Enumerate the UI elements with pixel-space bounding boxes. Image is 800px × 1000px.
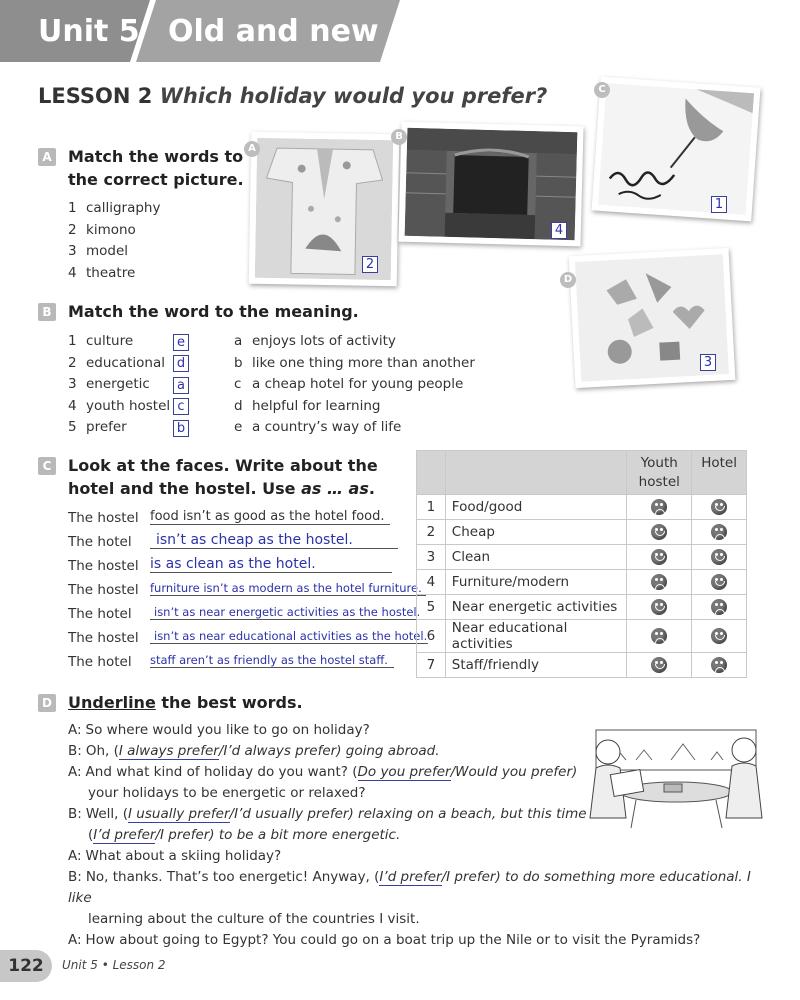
answer-box[interactable]: d [173,355,189,372]
lesson-label: LESSON 2 [38,84,153,108]
picture-b-answer[interactable]: 4 [551,222,567,239]
picture-a-label: A [244,141,260,157]
dialogue-line: (I’d prefer/I prefer) to be a bit more energetic. [88,827,401,843]
happy-face-icon [651,524,667,540]
picture-d-label: D [560,272,576,288]
sentence-row: The hostel food isn’t as good as the hotel food. [68,508,408,532]
answer-field[interactable]: furniture isn’t as modern as the hotel furniture. [150,581,426,596]
picture-a-answer[interactable]: 2 [362,256,378,273]
sad-face-icon [711,524,727,540]
table-row [417,620,747,653]
footer-reference: Unit 5 • Lesson 2 [62,958,166,972]
picture-b-label: B [391,129,407,145]
list-item: 1 calligraphy [68,200,161,216]
underlined-choice[interactable]: I always prefer [118,743,219,759]
sad-face-icon [651,574,667,590]
section-c-title-line2: hotel and the hostel. Use as … as. [68,479,375,498]
row-label: Near energetic activities [445,595,627,620]
row-number: 1 [417,495,446,520]
answer-box[interactable]: e [173,334,189,351]
page-number: 122 [0,950,52,982]
dialogue-line: A: So where would you like to go on holiday? [68,722,370,738]
table-row [417,545,747,570]
section-a-title-line1: Match the words to [68,147,244,166]
dialogue-line: A: And what kind of holiday do you want? (Do you prefer/Would you prefer) [68,764,578,780]
col-hotel: Hotel [692,451,747,495]
underlined-choice[interactable]: I usually prefer [128,806,230,822]
table-row [417,495,747,520]
dialogue-line: B: Well, (I usually prefer/I’d usually prefer) relaxing on a beach, but this time [68,806,587,822]
answer-box[interactable]: c [173,398,189,415]
list-item: d helpful for learning [234,397,381,414]
answer-field[interactable]: food isn’t as good as the hotel food. [150,509,390,525]
section-c-title-line1: Look at the faces. Write about the [68,456,378,475]
lesson-heading [38,84,547,108]
table-row [417,570,747,595]
happy-face-icon [651,599,667,615]
answer-box[interactable]: a [173,377,189,394]
faces-table [416,450,747,678]
row-number: 2 [417,520,446,545]
section-c-badge: C [38,457,56,475]
list-item: 3 energetic [68,376,150,392]
table-body [417,495,747,678]
answer-field[interactable]: isn’t as near educational activities as the hotel. [150,629,428,644]
happy-face-icon [651,657,667,673]
happy-face-icon [651,549,667,565]
section-d-title: Underline the best words. [68,693,303,712]
section-d-badge: D [38,694,56,712]
row-number: 4 [417,570,446,595]
row-number: 7 [417,653,446,678]
underlined-choice[interactable]: Do you prefer [357,764,451,780]
section-c-title [68,454,378,500]
section-a-badge: A [38,148,56,166]
sentence-row: The hostel furniture isn’t as modern as the hotel furniture. [68,580,408,604]
row-label: Furniture/modern [445,570,627,595]
table-row [417,520,747,545]
lesson-title: Which holiday would you prefer? [159,84,548,108]
dialogue-line: learning about the culture of the countries I visit. [88,911,420,927]
dialogue-line: B: No, thanks. That’s too energetic! Anyway, (I’d prefer/I prefer) to do something more educational. I like [68,869,751,906]
row-label: Staff/friendly [445,653,627,678]
dialogue-line: A: What about a skiing holiday? [68,848,282,864]
answer-field[interactable]: staff aren’t as friendly as the hostel staff. [150,653,394,668]
list-item: 1 culture [68,333,134,349]
section-b-badge: B [38,303,56,321]
answer-field[interactable]: is as clean as the hotel. [150,556,392,573]
list-item: 2 educational [68,354,166,371]
list-item: 4 theatre [68,264,136,281]
picture-c-label: C [594,82,610,98]
list-item: a enjoys lots of activity [234,333,396,349]
sad-face-icon [651,628,667,644]
col-youth-hostel: Youth hostel [627,451,692,495]
list-item: 4 youth hostel [68,397,171,414]
section-c-sentences [68,508,428,676]
section-b-meaning-list [234,331,475,439]
travel-planning-illustration [576,720,776,830]
sentence-row: The hotel staff aren’t as friendly as the hostel staff. [68,652,408,676]
answer-field[interactable]: isn’t as cheap as the hostel. [150,532,398,549]
calligraphy-image [598,83,754,215]
section-a-title-line2: the correct picture. [68,170,244,189]
happy-face-icon [711,499,727,515]
row-number: 6 [417,620,446,653]
sentence-row: The hostel isn’t as near educational activities as the hotel. [68,629,428,646]
sad-face-icon [711,657,727,673]
section-b-word-list [68,331,170,439]
list-item: 5 prefer [68,419,127,435]
happy-face-icon [711,574,727,590]
underlined-choice[interactable]: I’d prefer [93,827,156,843]
row-label: Cheap [445,520,627,545]
section-b-title: Match the word to the meaning. [68,302,359,321]
row-number: 5 [417,595,446,620]
happy-face-icon [711,549,727,565]
sentence-row: The hotel isn’t as near energetic activities as the hostel. [68,604,408,628]
unit-number: Unit 5 [38,14,140,49]
answer-field[interactable]: isn’t as near energetic activities as the hostel. [150,605,428,620]
table-header-row [417,451,747,495]
happy-face-icon [711,628,727,644]
unit-title: Old and new [168,14,379,49]
sad-face-icon [651,499,667,515]
sentence-row: The hotel isn’t as cheap as the hostel. [68,532,408,556]
row-label: Food/good [445,495,627,520]
picture-c-answer[interactable]: 1 [711,196,727,213]
section-a-title [68,145,244,191]
list-item: c a cheap hotel for young people [234,376,464,392]
answer-box[interactable]: b [173,420,189,437]
list-item: 2 kimono [68,221,136,238]
section-a-word-list [68,198,160,284]
list-item: e a country’s way of life [234,419,402,435]
row-label: Near educational activities [445,620,627,653]
table-row [417,595,747,620]
row-label: Clean [445,545,627,570]
dialogue-line: A: How about going to Egypt? You could go on a boat trip up the Nile or to visit the Pyramids? [68,932,701,948]
sad-face-icon [711,599,727,615]
dialogue-line: B: Oh, (I always prefer/I’d always prefer) going abroad. [68,743,440,759]
table-row [417,653,747,678]
dialogue-line: your holidays to be energetic or relaxed? [88,785,366,801]
picture-calligraphy [592,77,761,222]
list-item: b like one thing more than another [234,354,475,371]
picture-d-answer[interactable]: 3 [700,354,716,371]
underlined-choice[interactable]: I’d prefer [379,869,442,885]
sentence-row: The hostel is as clean as the hotel. [68,556,408,580]
row-number: 3 [417,545,446,570]
list-item: 3 model [68,243,129,259]
